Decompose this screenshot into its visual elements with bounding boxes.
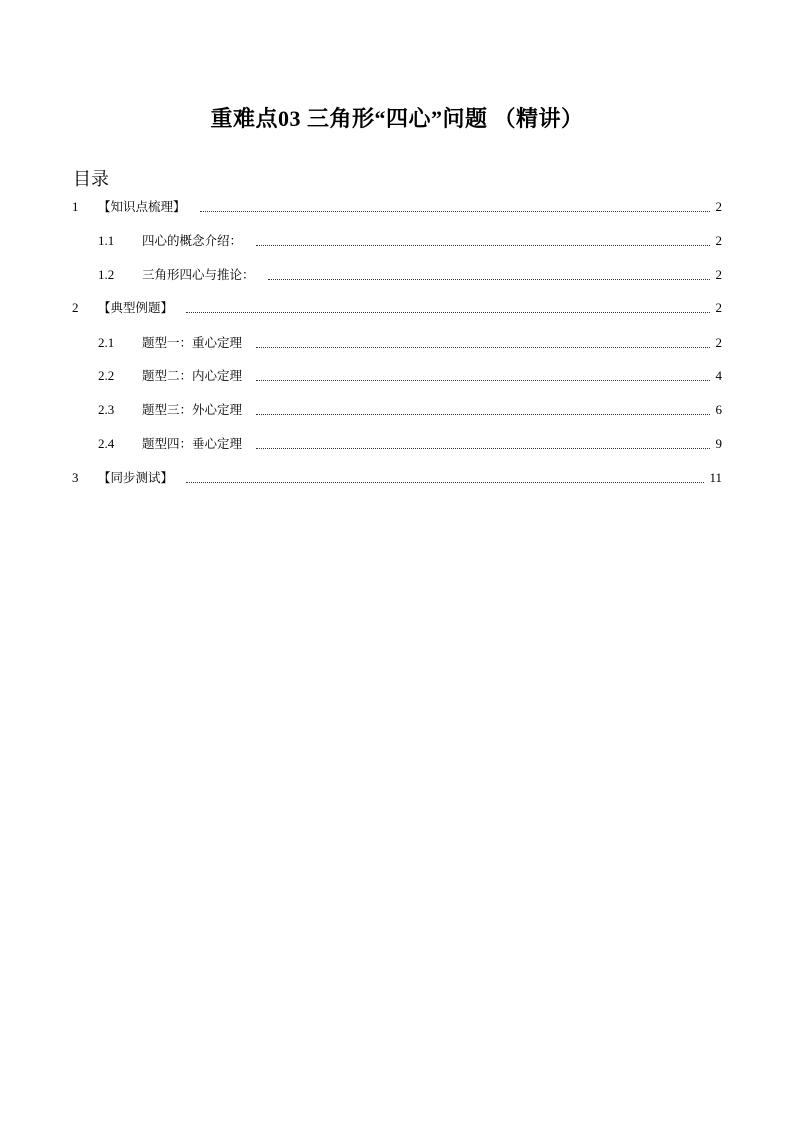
- toc-heading: 目录: [73, 169, 109, 190]
- toc-entry[interactable]: [72, 400, 722, 420]
- toc-entry-number: 2.1: [98, 335, 115, 350]
- toc-entry-page: 2: [715, 267, 722, 282]
- toc-entry-number: 1.1: [98, 233, 115, 248]
- toc-entry-number: 2.4: [98, 436, 115, 451]
- toc-entry-label: 四心的概念介绍：: [142, 233, 243, 248]
- toc-entry-label: 题型一：重心定理: [142, 335, 243, 350]
- toc-leader-dots: [200, 211, 710, 212]
- toc-leader-dots: [186, 482, 704, 483]
- toc-entry-label: 【同步测试】: [98, 470, 174, 485]
- toc-leader-dots: [256, 448, 710, 449]
- toc-entry[interactable]: [72, 298, 722, 318]
- toc-entry[interactable]: [72, 231, 722, 251]
- toc-leader-dots: [268, 279, 710, 280]
- toc-entry[interactable]: [72, 468, 722, 488]
- toc-entry-page: 2: [715, 300, 722, 315]
- toc-leader-dots: [256, 414, 710, 415]
- toc-entry-page: 11: [709, 470, 722, 485]
- toc-entry-page: 2: [715, 335, 722, 350]
- toc-leader-dots: [256, 347, 710, 348]
- toc-entry-label: 题型二：内心定理: [142, 368, 243, 383]
- toc-entry[interactable]: [72, 366, 722, 386]
- toc-leader-dots: [256, 380, 710, 381]
- toc-entry-label: 【典型例题】: [98, 300, 174, 315]
- toc-entry-label: 题型三：外心定理: [142, 402, 243, 417]
- toc-entry[interactable]: [72, 434, 722, 454]
- toc-entry[interactable]: [72, 265, 722, 285]
- toc-entry-number: 3: [72, 470, 79, 485]
- toc-entry-number: 1: [72, 199, 79, 214]
- toc-entry-number: 2: [72, 300, 79, 315]
- toc-entry-page: 2: [715, 233, 722, 248]
- toc-entry-page: 2: [715, 199, 722, 214]
- toc-leader-dots: [256, 245, 710, 246]
- toc-entry-label: 三角形四心与推论：: [142, 267, 255, 282]
- toc-entry-page: 4: [715, 368, 722, 383]
- toc-entry-page: 9: [715, 436, 722, 451]
- toc-entry[interactable]: [72, 333, 722, 353]
- toc-entry[interactable]: [72, 197, 722, 217]
- toc-entry-number: 2.2: [98, 368, 115, 383]
- toc-entry-label: 题型四：垂心定理: [142, 436, 243, 451]
- toc-entry-label: 【知识点梳理】: [98, 199, 186, 214]
- toc-entry-number: 1.2: [98, 267, 115, 282]
- toc-entry-number: 2.3: [98, 402, 115, 417]
- toc-entry-page: 6: [715, 402, 722, 417]
- toc-leader-dots: [186, 312, 710, 313]
- document-title: 重难点03 三角形“四心”问题 （精讲）: [210, 106, 584, 131]
